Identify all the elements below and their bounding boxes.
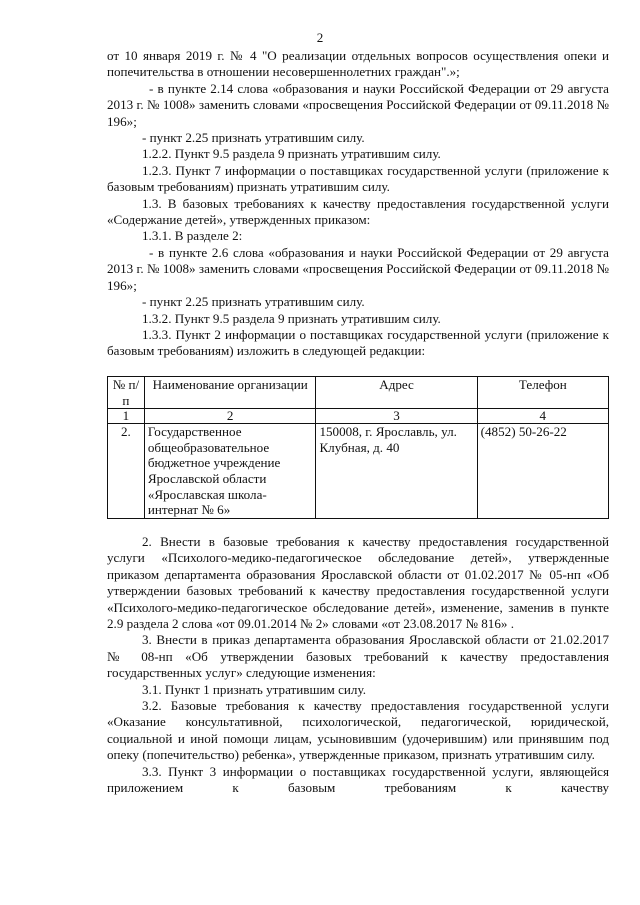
paragraph: 1.3.1. В разделе 2:: [142, 228, 243, 244]
paragraph: 2. Внести в базовые требования к качеству предоставления государственной услуги «Психолого-медико-педагогическое обследование детей», утвержденные приказом департамента образования Ярославской области от 01.02.2017 № 05-нп «Об утверждении базовых требований к качеству предоставления государственной услуги «Психолого-медико-педагогическое обследование детей», изменение, заменив в пункте 2.9 раздела 2 слова «от 09.01.2014 № 2» словами «от 23.08.2017 № 816» .: [107, 534, 609, 632]
cell-phone: (4852) 50-26-22: [477, 424, 608, 519]
paragraph: - пункт 2.25 признать утратившим силу.: [142, 130, 365, 146]
paragraph: - в пункте 2.14 слова «образования и науки Российской Федерации от 29 августа 2013 г. № 1008» заменить словами «просвещения Российской Федерации от 09.11.2018 № 196»;: [107, 80, 609, 129]
paragraph: 1.3.2. Пункт 9.5 раздела 9 признать утратившим силу.: [142, 310, 441, 326]
page-number: 2: [316, 30, 324, 45]
header-cell-address: Адрес: [316, 377, 477, 409]
numbering-cell: 3: [316, 409, 477, 424]
paragraph: - в пункте 2.6 слова «образования и науки Российской Федерации от 29 августа 2013 г. № 1008» заменить словами «просвещения Российской Федерации от 09.11.2018 № 196»;: [107, 244, 609, 293]
providers-table: [107, 376, 609, 519]
header-cell-number: № п/п: [108, 377, 145, 409]
paragraph: 3. Внести в приказ департамента образования Ярославской области от 21.02.2017 № 08-нп «Об утверждении базовых требований к качеству предоставления государственных услуг» следующие изменения:: [107, 632, 609, 681]
paragraph: - пункт 2.25 признать утратившим силу.: [142, 294, 365, 310]
cell-number: 2.: [108, 424, 145, 519]
table-numbering-row: [108, 409, 609, 424]
header-cell-phone: Телефон: [477, 377, 608, 409]
cell-address: 150008, г. Ярославль, ул. Клубная, д. 40: [316, 424, 477, 519]
text-block-top: [107, 48, 609, 360]
numbering-cell: 4: [477, 409, 608, 424]
header-cell-organization: Наименование организации: [144, 377, 316, 409]
table-row: [108, 424, 609, 519]
paragraph: 3.2. Базовые требования к качеству предоставления государственной услуги «Оказание консультативной, психологической, педагогической, юридической, социальной и иной помощи лицам, усыновившим (удочерившим) или принявшим под опеку (попечительство) ребенка», утвержденные приказом, признать утратившим силу.: [107, 698, 609, 763]
paragraph: 1.2.2. Пункт 9.5 раздела 9 признать утратившим силу.: [142, 146, 441, 162]
numbering-cell: 1: [108, 409, 145, 424]
numbering-cell: 2: [144, 409, 316, 424]
cell-organization: Государственное общеобразовательное бюджетное учреждение Ярославской области «Ярославская школа-интернат № 6»: [144, 424, 316, 519]
paragraph: 1.3. В базовых требованиях к качеству предоставления государственной услуги «Содержание детей», утвержденных приказом:: [107, 195, 609, 228]
table-header-row: [108, 377, 609, 409]
text-block-bottom: [107, 534, 609, 797]
paragraph: от 10 января 2019 г. № 4 "О реализации отдельных вопросов осуществления опеки и попечительства в отношении несовершеннолетних граждан".»;: [107, 48, 609, 80]
paragraph: 3.3. Пункт 3 информации о поставщиках государственной услуги, являющейся приложением к базовым требованиям к качеству: [107, 763, 609, 796]
paragraph: 3.1. Пункт 1 признать утратившим силу.: [142, 681, 366, 697]
paragraph: 1.3.3. Пункт 2 информации о поставщиках государственной услуги (приложение к базовым требованиям) изложить в следующей редакции:: [107, 326, 609, 359]
paragraph: 1.2.3. Пункт 7 информации о поставщиках государственной услуги (приложение к базовым требованиям) признать утратившим силу.: [107, 162, 609, 195]
